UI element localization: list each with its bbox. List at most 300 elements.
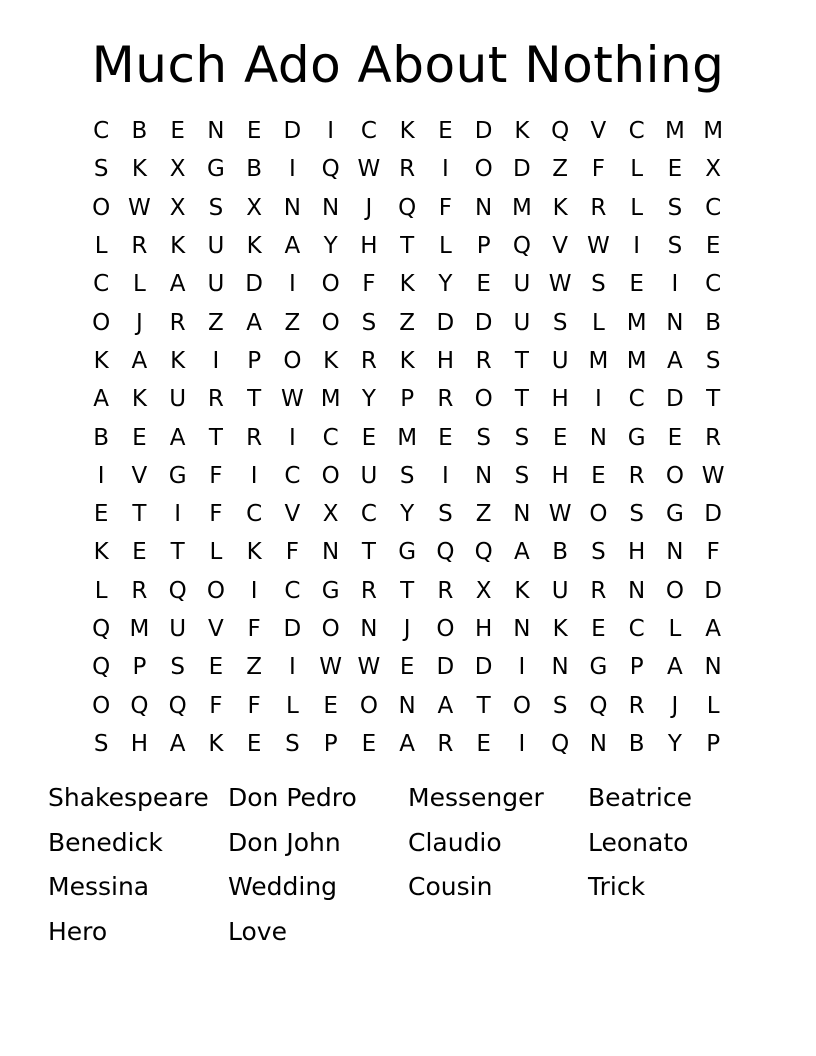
grid-letter: O <box>359 692 378 719</box>
grid-letter: C <box>628 386 645 413</box>
grid-letter: T <box>514 347 529 374</box>
grid-letter: Q <box>589 692 608 719</box>
grid-letter: N <box>513 616 531 642</box>
grid-letter: L <box>630 156 644 183</box>
grid-letter: E <box>170 118 185 145</box>
grid-letter: O <box>92 692 111 719</box>
grid-letter: D <box>474 309 493 336</box>
grid-letter: S <box>399 462 415 489</box>
word-bank-item: Shakespeare <box>48 783 209 812</box>
grid-letter: R <box>628 692 645 719</box>
grid-letter: Q <box>92 616 111 642</box>
grid-letter: I <box>327 118 335 145</box>
grid-letter: L <box>94 577 108 604</box>
grid-letter: D <box>436 309 455 336</box>
grid-letter: J <box>671 692 679 719</box>
grid-letter: R <box>246 424 263 451</box>
grid-letter: Y <box>323 233 338 260</box>
grid-letter: R <box>437 730 454 757</box>
grid-letter: M <box>320 386 341 413</box>
grid-letter: J <box>403 616 411 642</box>
grid-letter: K <box>552 616 568 642</box>
grid-letter: O <box>665 577 684 604</box>
grid-letter: S <box>476 424 491 451</box>
grid-letter: I <box>518 654 526 681</box>
grid-letter: N <box>551 654 569 681</box>
grid-letter: N <box>283 194 301 221</box>
grid-letter: R <box>628 462 645 489</box>
grid-letter: U <box>513 309 531 336</box>
word-bank-item: Don John <box>228 827 341 857</box>
page-title: Much Ado About Nothing <box>91 36 725 94</box>
grid-letter: A <box>667 347 683 374</box>
word-bank-item: Cousin <box>408 872 493 901</box>
grid-letter: K <box>208 730 224 757</box>
grid-letter: N <box>628 577 646 604</box>
grid-letter: V <box>208 616 224 642</box>
grid-letter: A <box>169 424 186 451</box>
grid-letter: P <box>247 347 262 374</box>
grid-letter: O <box>512 692 531 719</box>
grid-letter: G <box>398 539 417 566</box>
grid-letter: E <box>667 156 683 183</box>
grid-letter: J <box>135 309 143 336</box>
grid-letter: K <box>514 577 530 604</box>
grid-letter: Q <box>130 692 149 719</box>
grid-letter: I <box>288 156 296 183</box>
grid-letter: L <box>630 194 644 221</box>
grid-letter: E <box>591 616 606 642</box>
grid-letter: R <box>131 577 148 604</box>
grid-letter: E <box>667 424 683 451</box>
grid-letter: Z <box>284 309 301 336</box>
grid-letter: Q <box>512 233 531 260</box>
grid-letter: I <box>174 501 182 528</box>
grid-letter: A <box>131 347 148 374</box>
grid-letter: A <box>437 692 454 719</box>
grid-letter: S <box>285 730 300 757</box>
grid-letter: R <box>169 309 186 336</box>
grid-letter: N <box>475 194 493 221</box>
grid-letter: I <box>288 654 296 681</box>
grid-letter: Q <box>168 577 187 604</box>
grid-letter: I <box>97 462 105 489</box>
grid-letter: S <box>705 347 721 374</box>
grid-letter: K <box>170 233 186 260</box>
grid-letter: F <box>247 692 261 719</box>
grid-letter: A <box>246 309 262 336</box>
grid-letter: F <box>285 539 299 566</box>
grid-letter: O <box>206 577 225 604</box>
grid-letter: A <box>169 730 186 757</box>
grid-letter: F <box>209 501 223 528</box>
word-bank-item: Wedding <box>228 872 338 901</box>
grid-letter: K <box>552 194 568 221</box>
grid-letter: Q <box>436 539 455 566</box>
grid-letter: E <box>476 271 491 298</box>
grid-letter: Z <box>475 501 492 528</box>
grid-letter: D <box>283 118 302 145</box>
grid-letter: H <box>627 539 646 566</box>
grid-letter: Q <box>398 194 417 221</box>
grid-letter: E <box>246 730 262 757</box>
grid-letter: T <box>400 233 415 260</box>
word-bank-item: Trick <box>588 872 646 901</box>
grid-letter: L <box>94 233 108 260</box>
grid-letter: N <box>513 501 531 528</box>
grid-letter: U <box>169 386 187 413</box>
grid-letter: L <box>438 233 452 260</box>
grid-letter: K <box>93 539 109 566</box>
grid-letter: W <box>128 194 151 221</box>
grid-letter: M <box>397 424 418 451</box>
grid-letter: K <box>93 347 109 374</box>
grid-letter: M <box>129 616 150 642</box>
grid-letter: G <box>627 424 646 451</box>
grid-letter: D <box>704 577 722 604</box>
grid-letter: H <box>474 616 493 642</box>
grid-letter: X <box>322 501 339 528</box>
word-search-grid <box>82 112 732 763</box>
grid-letter: I <box>594 386 602 413</box>
grid-letter: D <box>704 501 722 528</box>
grid-letter: H <box>130 730 149 757</box>
grid-letter: T <box>514 386 529 413</box>
grid-letter: T <box>247 386 262 413</box>
grid-letter: O <box>283 347 302 374</box>
grid-letter: E <box>629 271 644 298</box>
word-bank-item: Leonato <box>588 827 689 857</box>
grid-letter: S <box>361 309 377 336</box>
grid-letter: T <box>208 424 223 451</box>
grid-letter: Y <box>361 386 376 413</box>
grid-letter: S <box>93 156 109 183</box>
grid-letter: X <box>475 577 492 604</box>
grid-letter: W <box>548 501 572 528</box>
word-bank-item: Messenger <box>408 783 544 812</box>
grid-letter: O <box>474 156 493 183</box>
grid-letter: E <box>705 233 721 260</box>
grid-letter: I <box>288 271 296 298</box>
grid-letter: A <box>169 271 186 298</box>
grid-letter: O <box>474 386 493 413</box>
grid-letter: G <box>206 156 225 183</box>
grid-letter: K <box>399 118 415 145</box>
grid-letter: O <box>92 194 111 221</box>
grid-letter: E <box>591 462 606 489</box>
grid-letter: E <box>246 118 262 145</box>
grid-letter: I <box>250 462 258 489</box>
grid-letter: X <box>705 156 721 183</box>
grid-letter: L <box>591 309 605 336</box>
grid-letter: W <box>357 654 381 681</box>
grid-letter: M <box>664 118 685 145</box>
grid-letter: B <box>246 156 263 183</box>
grid-letter: A <box>667 654 683 681</box>
grid-letter: K <box>131 386 147 413</box>
grid-letter: N <box>322 194 340 221</box>
grid-letter: S <box>667 194 683 221</box>
grid-letter: R <box>437 386 454 413</box>
grid-letter: D <box>436 654 455 681</box>
grid-letter: Z <box>246 654 262 681</box>
grid-letter: N <box>207 118 225 145</box>
grid-letter: X <box>246 194 262 221</box>
grid-letter: R <box>360 577 377 604</box>
grid-letter: V <box>590 118 607 145</box>
grid-letter: E <box>438 424 453 451</box>
grid-letter: L <box>706 692 720 719</box>
grid-letter: T <box>132 501 147 528</box>
grid-letter: E <box>476 730 491 757</box>
grid-letter: R <box>399 156 416 183</box>
grid-letter: S <box>591 539 606 566</box>
grid-letter: C <box>628 118 645 145</box>
grid-letter: N <box>360 616 378 642</box>
grid-letter: H <box>360 233 378 260</box>
grid-letter: M <box>703 118 724 145</box>
word-bank-item: Benedick <box>48 827 163 857</box>
grid-letter: D <box>474 118 493 145</box>
grid-letter: M <box>626 347 647 374</box>
grid-letter: L <box>285 692 299 719</box>
grid-letter: M <box>626 309 647 336</box>
grid-letter: V <box>552 233 568 260</box>
grid-letter: P <box>132 654 147 681</box>
word-bank-item: Beatrice <box>588 783 693 812</box>
grid-letter: K <box>399 271 415 298</box>
grid-letter: O <box>321 462 340 489</box>
grid-letter: I <box>633 233 641 260</box>
grid-letter: V <box>284 501 301 528</box>
grid-letter: K <box>323 347 339 374</box>
grid-letter: B <box>93 424 110 451</box>
grid-letter: R <box>207 386 224 413</box>
grid-letter: W <box>548 271 572 298</box>
grid-letter: Q <box>92 654 111 681</box>
grid-letter: W <box>701 462 725 489</box>
grid-letter: F <box>362 271 376 298</box>
grid-letter: C <box>246 501 263 528</box>
grid-letter: T <box>361 539 376 566</box>
grid-letter: P <box>400 386 415 413</box>
grid-letter: G <box>321 577 340 604</box>
grid-letter: Y <box>438 271 453 298</box>
grid-letter: S <box>667 233 683 260</box>
grid-letter: U <box>551 347 569 374</box>
grid-letter: U <box>169 616 187 642</box>
grid-letter: H <box>436 347 455 374</box>
grid-letter: G <box>168 462 187 489</box>
grid-letter: L <box>132 271 146 298</box>
grid-letter: S <box>629 501 644 528</box>
grid-letter: F <box>438 194 452 221</box>
grid-letter: N <box>704 654 722 681</box>
grid-letter: B <box>552 539 569 566</box>
grid-letter: Q <box>168 692 187 719</box>
grid-letter: C <box>322 424 339 451</box>
grid-letter: V <box>131 462 148 489</box>
grid-letter: D <box>666 386 684 413</box>
grid-letter: F <box>591 156 605 183</box>
word-bank-item: Hero <box>48 916 108 946</box>
grid-letter: R <box>590 194 607 221</box>
grid-letter: T <box>400 577 415 604</box>
grid-letter: R <box>590 577 607 604</box>
grid-letter: A <box>284 233 301 260</box>
grid-letter: C <box>284 462 301 489</box>
grid-letter: U <box>551 577 569 604</box>
grid-letter: E <box>361 730 377 757</box>
grid-letter: K <box>399 347 415 374</box>
grid-letter: O <box>321 309 340 336</box>
grid-letter: N <box>398 692 416 719</box>
grid-letter: E <box>438 118 453 145</box>
grid-letter: F <box>209 462 223 489</box>
grid-letter: D <box>245 271 263 298</box>
grid-letter: F <box>706 539 720 566</box>
grid-letter: S <box>93 730 109 757</box>
grid-letter: W <box>587 233 610 260</box>
grid-letter: T <box>706 386 721 413</box>
grid-letter: E <box>399 654 415 681</box>
grid-letter: C <box>705 271 722 298</box>
grid-letter: N <box>589 424 607 451</box>
grid-letter: Y <box>400 501 415 528</box>
grid-letter: A <box>514 539 530 566</box>
grid-letter: W <box>281 386 304 413</box>
grid-letter: N <box>666 309 684 336</box>
grid-letter: F <box>209 692 223 719</box>
grid-letter: H <box>551 386 569 413</box>
grid-letter: E <box>132 424 147 451</box>
grid-letter: Q <box>474 539 493 566</box>
grid-letter: K <box>170 347 186 374</box>
grid-letter: X <box>169 194 186 221</box>
grid-letter: F <box>247 616 261 642</box>
grid-letter: H <box>551 462 569 489</box>
grid-letter: W <box>357 156 381 183</box>
grid-letter: Q <box>551 730 570 757</box>
grid-letter: O <box>665 462 684 489</box>
grid-letter: S <box>552 309 568 336</box>
grid-letter: I <box>441 462 449 489</box>
grid-letter: U <box>513 271 531 298</box>
grid-letter: D <box>513 156 531 183</box>
grid-letter: Z <box>399 309 415 336</box>
grid-letter: E <box>208 654 224 681</box>
word-bank-item: Love <box>228 916 287 946</box>
grid-letter: D <box>474 654 493 681</box>
grid-letter: G <box>589 654 608 681</box>
grid-letter: P <box>706 730 721 757</box>
grid-letter: I <box>671 271 679 298</box>
grid-letter: Q <box>321 156 340 183</box>
grid-letter: G <box>665 501 684 528</box>
grid-letter: K <box>246 539 262 566</box>
grid-letter: Y <box>667 730 682 757</box>
grid-letter: O <box>589 501 608 528</box>
grid-letter: B <box>628 730 645 757</box>
grid-letter: W <box>319 654 342 681</box>
grid-letter: K <box>246 233 262 260</box>
word-bank <box>48 776 768 954</box>
grid-letter: X <box>169 156 186 183</box>
grid-letter: S <box>514 462 530 489</box>
grid-letter: Z <box>207 309 224 336</box>
grid-letter: O <box>321 271 340 298</box>
grid-letter: A <box>705 616 721 642</box>
grid-letter: S <box>552 692 568 719</box>
grid-letter: O <box>321 616 340 642</box>
grid-letter: I <box>441 156 449 183</box>
grid-letter: B <box>705 309 722 336</box>
grid-letter: I <box>212 347 220 374</box>
word-bank-item: Messina <box>48 872 150 901</box>
grid-letter: U <box>360 462 378 489</box>
grid-letter: P <box>323 730 338 757</box>
grid-letter: E <box>552 424 568 451</box>
grid-letter: C <box>360 501 377 528</box>
grid-letter: Q <box>551 118 570 145</box>
grid-letter: S <box>591 271 606 298</box>
grid-letter: K <box>131 156 147 183</box>
grid-letter: S <box>438 501 453 528</box>
grid-letter: M <box>588 347 609 374</box>
grid-letter: O <box>436 616 455 642</box>
grid-letter: B <box>131 118 148 145</box>
grid-letter: O <box>92 309 111 336</box>
grid-letter: C <box>360 118 377 145</box>
grid-letter: E <box>93 501 109 528</box>
grid-letter: I <box>288 424 296 451</box>
grid-letter: E <box>323 692 338 719</box>
grid-letter: U <box>207 233 225 260</box>
grid-letter: L <box>209 539 223 566</box>
grid-letter: C <box>705 194 722 221</box>
grid-letter: R <box>360 347 377 374</box>
grid-letter: S <box>170 654 185 681</box>
grid-letter: P <box>476 233 491 260</box>
grid-letter: C <box>284 577 301 604</box>
grid-letter: S <box>514 424 530 451</box>
grid-letter: I <box>518 730 526 757</box>
word-bank-item: Claudio <box>408 827 502 857</box>
grid-letter: C <box>93 271 110 298</box>
grid-letter: K <box>514 118 530 145</box>
grid-letter: R <box>705 424 722 451</box>
grid-letter: N <box>475 462 493 489</box>
grid-letter: D <box>283 616 302 642</box>
grid-letter: L <box>668 616 682 642</box>
grid-letter: J <box>365 194 373 221</box>
grid-letter: N <box>322 539 340 566</box>
word-bank-item: Don Pedro <box>228 783 357 812</box>
grid-letter: C <box>93 118 110 145</box>
grid-letter: R <box>475 347 492 374</box>
grid-letter: A <box>93 386 109 413</box>
grid-letter: E <box>361 424 377 451</box>
grid-letter: N <box>589 730 607 757</box>
grid-letter: S <box>208 194 224 221</box>
grid-letter: M <box>511 194 532 221</box>
grid-letter: I <box>250 577 258 604</box>
grid-letter: T <box>476 692 491 719</box>
grid-letter: A <box>399 730 415 757</box>
grid-letter: P <box>629 654 644 681</box>
grid-letter: U <box>207 271 225 298</box>
grid-letter: R <box>437 577 454 604</box>
